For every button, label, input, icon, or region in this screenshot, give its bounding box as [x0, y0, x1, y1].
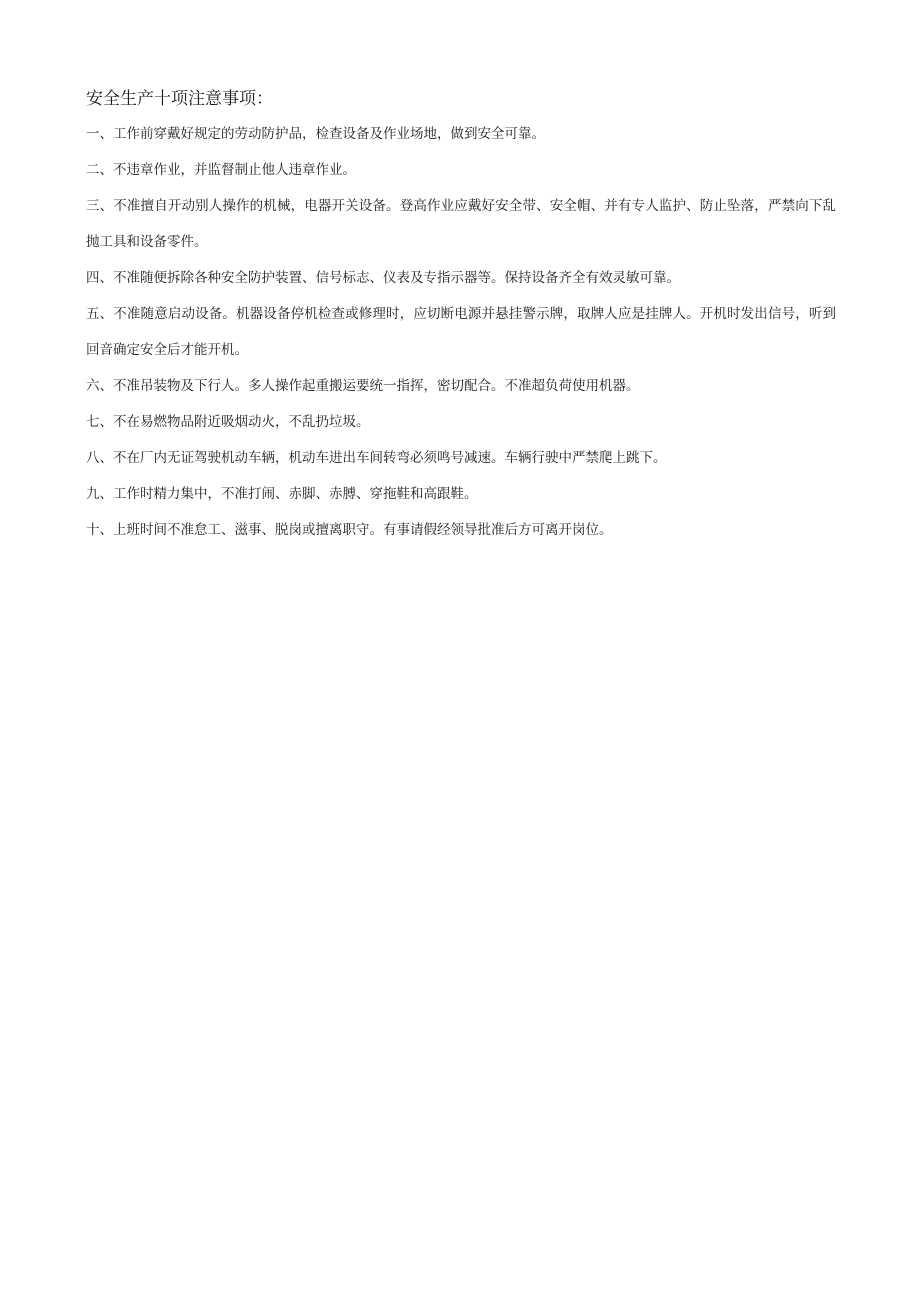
rule-item-3: 三、不准擅自开动别人操作的机械，电器开关设备。登高作业应戴好安全带、安全帽、并有专人监护、防止坠落，严禁向下乱抛工具和设备零件。	[86, 198, 836, 250]
rule-item-8: 八、不在厂内无证驾驶机动车辆，机动车进出车间转弯必须鸣号减速。车辆行驶中严禁爬上跳下。	[86, 450, 667, 466]
rule-item-6: 六、不准吊装物及下行人。多人操作起重搬运要统一指挥，密切配合。不准超负荷使用机器。	[86, 378, 640, 394]
document-title: 安全生产十项注意事项：	[86, 89, 273, 109]
rule-item-2: 二、不违章作业，并监督制止他人违章作业。	[86, 162, 356, 178]
document-page	[86, 84, 836, 548]
rule-item-1: 一、工作前穿戴好规定的劳动防护品，检查设备及作业场地，做到安全可靠。	[86, 126, 545, 142]
rule-item-5: 五、不准随意启动设备。机器设备停机检查或修理时，应切断电源并悬挂警示牌，取牌人应是挂牌人。开机时发出信号，听到回音确定安全后才能开机。	[86, 306, 836, 358]
rule-item-10: 十、上班时间不准怠工、滋事、脱岗或擅离职守。有事请假经领导批准后方可离开岗位。	[86, 522, 613, 538]
rule-item-9: 九、工作时精力集中，不准打闹、赤脚、赤膊、穿拖鞋和高跟鞋。	[86, 486, 478, 502]
rule-item-7: 七、不在易燃物品附近吸烟动火，不乱扔垃圾。	[86, 414, 370, 430]
rule-item-4: 四、不准随便拆除各种安全防护装置、信号标志、仪表及专指示器等。保持设备齐全有效灵敏可靠。	[86, 270, 680, 286]
